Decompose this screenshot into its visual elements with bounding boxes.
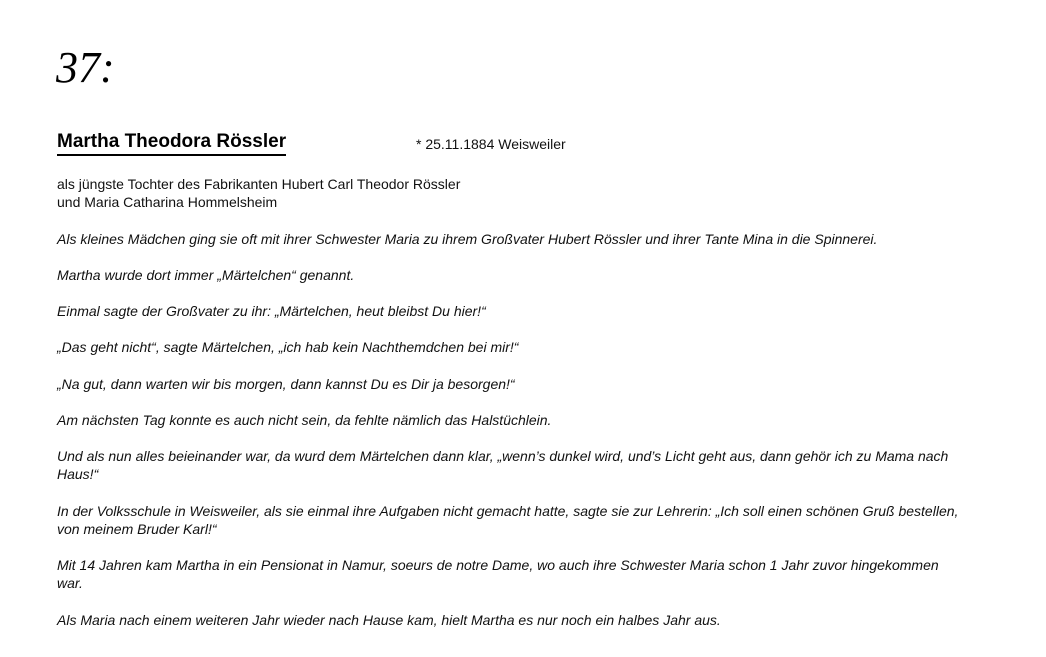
paragraph-8: In der Volksschule in Weisweiler, als sie einmal ihre Aufgaben nicht gemacht hatte, sagte sie zur Lehrerin: „Ich soll einen schönen Gruß bestellen, von meinem Bruder Karl!“ (57, 503, 959, 537)
paragraph-1: Als kleines Mädchen ging sie oft mit ihrer Schwester Maria zu ihrem Großvater Hubert Rössler und ihrer Tante Mina in die Spinnerei. (57, 231, 878, 247)
birth-info: * 25.11.1884 Weisweiler (416, 136, 566, 152)
paragraph-2: Martha wurde dort immer „Märtelchen“ genannt. (57, 267, 355, 283)
person-name-heading: Martha Theodora Rössler (57, 130, 286, 156)
intro-block (57, 175, 967, 211)
intro-line-2: und Maria Catharina Hommelsheim (57, 194, 278, 210)
paragraph-6: Am nächsten Tag konnte es auch nicht sein, da fehlte nämlich das Halstüchlein. (57, 412, 552, 428)
paragraph-9: Mit 14 Jahren kam Martha in ein Pensionat in Namur, soeurs de notre Dame, wo auch ihre Schwester Maria schon 1 Jahr zuvor hingekommen war. (57, 557, 939, 591)
paragraph-3: Einmal sagte der Großvater zu ihr: „Märtelchen, heut bleibst Du hier!“ (57, 303, 486, 319)
paragraph-5: „Na gut, dann warten wir bis morgen, dann kannst Du es Dir ja besorgen!“ (57, 376, 515, 392)
page-number: 37: (56, 43, 115, 92)
paragraph-7: Und als nun alles beieinander war, da wurd dem Märtelchen dann klar, „wenn’s dunkel wird, und’s Licht geht aus, dann gehör ich zu Mama nach Haus!“ (57, 448, 949, 482)
paragraph-10: Als Maria nach einem weiteren Jahr wieder nach Hause kam, hielt Martha es nur noch ein halbes Jahr aus. (57, 612, 721, 628)
intro-line-1: als jüngste Tochter des Fabrikanten Hubert Carl Theodor Rössler (57, 176, 461, 192)
paragraph-4: „Das geht nicht“, sagte Märtelchen, „ich hab kein Nachthemdchen bei mir!“ (57, 339, 519, 355)
